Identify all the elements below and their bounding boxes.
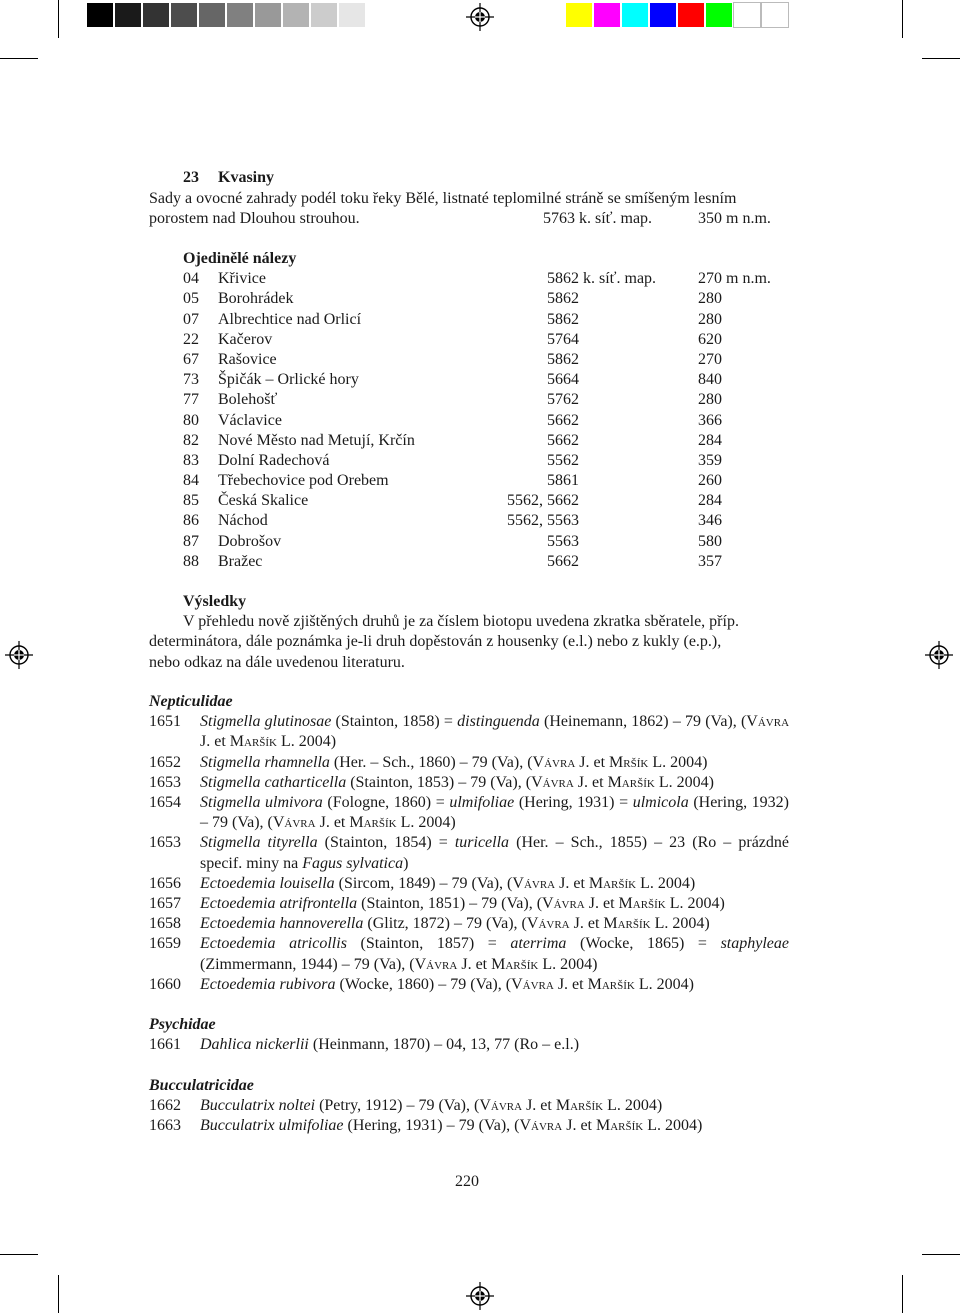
taxon-name: Ectoedemia rubivora [200,975,336,993]
findings-row [183,330,743,350]
species-entry [149,1035,789,1055]
species-entry [149,894,789,914]
locality-name: Dobrošov [218,532,282,550]
species-text: (Hering, 1931) = [514,794,633,812]
species-text: J. et M [584,895,633,913]
map-square: 5662 [547,411,579,429]
species-number: 1662 [149,1097,181,1115]
map-square: 5562 [547,451,579,469]
species-text: (Hering, 1931) – 79 (Va), (V [343,1117,532,1135]
color-swatch [706,3,732,27]
locality-name: Třebechovice pod Orebem [218,472,389,490]
color-swatch [594,3,620,27]
family-section [149,1076,789,1137]
taxon-name: distinguenda [457,713,540,731]
page-number: 220 [455,1173,479,1190]
site-number: 23 [183,169,199,186]
species-number: 1651 [149,713,181,731]
map-square: 5562, 5662 [507,492,579,510]
taxon-name: Ectoedemia atrifrontella [200,895,358,913]
species-entry [149,833,789,873]
species-entry [149,914,789,934]
taxon-name: Ectoedemia hannoverella [200,915,364,933]
findings-row [183,310,743,330]
map-square: 5862 [547,270,579,288]
map-square: 5862 [547,310,579,328]
species-entry [149,793,789,833]
locality-code: 04 [183,270,199,288]
taxon-name: staphyleae [720,935,789,953]
color-swatch [762,3,788,27]
taxon-name: Dahlica nickerlii [200,1036,309,1054]
taxon-name: Bucculatrix noltei [200,1097,316,1115]
species-text: (Stainton, 1858) = [331,713,458,731]
species-text: ršík [623,753,649,771]
altitude: 280 [698,310,722,328]
species-number: 1661 [149,1036,181,1054]
species-text: (Stainton, 1851) – 79 (Va), (V [357,895,554,913]
crop-mark [902,1275,903,1313]
results-title: Výsledky [183,593,247,610]
map-square: 5862 [547,290,579,308]
species-text: J. et M [562,1117,611,1135]
taxon-name: turicella [454,834,510,852]
species-text: aršík [570,1097,604,1115]
findings-row [183,451,743,471]
species-text: (Wocke, 1860) – 79 (Va), (V [335,975,523,993]
site-map-code: 5763 k. síť. map. [543,210,653,228]
gray-swatch [115,3,141,27]
taxon-name: ulmicola [632,794,689,812]
species-text: ávra [490,1097,523,1115]
species-number: 1663 [149,1117,181,1135]
species-number: 1653 [149,834,181,852]
site-description-line [149,209,789,229]
locality-code: 88 [183,552,199,570]
map-square: 5662 [547,552,579,570]
gray-swatch [283,3,309,27]
site-description [149,189,789,229]
locality-name: Bražec [218,552,263,570]
registration-mark-icon [5,641,33,669]
locality-code: 85 [183,492,199,510]
locality-code: 82 [183,431,199,449]
taxon-name: Stigmella rhamnella [200,753,330,771]
species-text: (Stainton, 1854) = [317,834,455,852]
gray-swatch [311,3,337,27]
species-text: (Her. – Sch., 1860) – 79 (Va), (V [329,753,545,771]
results-section [149,592,789,673]
altitude: 620 [698,330,722,348]
findings-row [183,269,771,289]
findings-table [183,249,771,572]
registration-mark-icon [466,3,494,31]
species-text: J. et M [569,915,618,933]
findings-row [183,289,743,309]
family-name: Bucculatricidae [149,1076,254,1094]
color-swatch [650,3,676,27]
locality-code: 67 [183,350,199,368]
species-text: ávra [542,773,574,791]
locality-code: 87 [183,532,199,550]
crop-mark [0,58,38,59]
map-square: 5764 [547,330,579,348]
species-text: J. et M [315,814,364,832]
findings-row [183,532,743,552]
altitude: 284 [698,492,722,510]
altitude: 346 [698,512,722,530]
map-square: 5662 [547,431,579,449]
species-text: ávra [544,753,576,771]
site-altitude: 350 m n.m. [698,210,771,228]
species-text: ) [403,854,409,872]
species-text: L. 2004) [396,814,456,832]
findings-row [183,390,743,410]
color-swatch [566,3,592,27]
gray-swatch [143,3,169,27]
findings-row [183,471,743,491]
species-number: 1660 [149,975,181,993]
gray-swatch [339,3,365,27]
gray-swatch [255,3,281,27]
taxon-name: Bucculatrix ulmifoliae [200,1117,344,1135]
species-text: (Stainton, 1857) = [346,935,511,953]
species-text: (Heinemann, 1862) – 79 (Va), (V [539,713,758,731]
species-text: L. 2004) [636,874,696,892]
locality-code: 07 [183,310,199,328]
species-text: aršík [603,874,637,892]
species-text: aršík [632,895,666,913]
species-entry [149,975,789,995]
site-description-line: Sady a ovocné zahrady podél toku řeky Bělé, listnaté teplomilné stráně se smíšeným lesním [149,190,737,207]
species-text: ávra [426,955,458,973]
color-swatch [622,3,648,27]
species-list [149,692,789,1136]
species-text: (Petry, 1912) – 79 (Va), (V [315,1097,491,1115]
species-text: L. 2004) [634,975,694,993]
gray-swatch [171,3,197,27]
species-entry [149,773,789,793]
crop-mark [922,58,960,59]
species-text: (Sircom, 1849) – 79 (Va), (V [334,874,524,892]
species-number: 1658 [149,915,181,933]
species-text: (Stainton, 1853) – 79 (Va), (V [346,773,543,791]
locality-name: Špičák – Orlické hory [218,371,359,389]
species-text: ávra [553,895,585,913]
species-text: J. et M [553,975,602,993]
species-text: J. et M [555,874,604,892]
locality-code: 80 [183,411,199,429]
taxon-name: aterrima [510,935,567,953]
species-entry [149,753,789,773]
species-text: (Fologne, 1860) = [322,794,450,812]
map-square: 5861 [547,472,579,490]
taxon-name: Stigmella tityrella [200,834,318,852]
gray-swatch [87,3,113,27]
species-text: J. et M [573,773,622,791]
altitude: 260 [698,472,722,490]
species-text: (Zimmermann, 1944) – 79 (Va), (V [200,955,427,973]
species-text: J. et M [522,1097,571,1115]
findings-row [183,491,743,511]
species-text: L. 2004) [650,915,710,933]
species-text: ávra [538,915,570,933]
species-text: ávra [531,1117,563,1135]
species-text: aršík [621,773,655,791]
species-text: L. 2004) [648,753,708,771]
crop-mark [58,1275,59,1313]
species-text: (Her. – Sch., 1855) – 23 (Ro – prázdné specif. miny na [200,834,789,872]
species-text: (Heinmann, 1870) – 04, 13, 77 (Ro – e.l.) [308,1036,580,1054]
species-number: 1652 [149,753,181,771]
locality-name: Křivice [218,270,266,288]
locality-code: 05 [183,290,199,308]
altitude: 366 [698,411,722,429]
species-text: J. et M [200,733,244,751]
species-text: (Hering, 1932) – 79 (Va), (V [200,794,789,832]
site-name: Kvasiny [218,169,275,186]
species-text: J. et M [575,753,624,771]
registration-mark-icon [466,1282,494,1310]
findings-row [183,411,743,431]
species-text: ávra [522,975,554,993]
taxon-name: Stigmella catharticella [200,773,347,791]
species-text: (Wocke, 1865) = [566,935,721,953]
species-number: 1656 [149,874,181,892]
map-square: 5664 [547,371,579,389]
species-text: ávra [757,713,790,731]
findings-title: Ojedinělé nálezy [183,250,297,267]
species-text: aršík [601,975,635,993]
gray-swatch [227,3,253,27]
results-text-line: determinátora, dále poznámka je-li druh dopěstován z housenky (e.l.) nebo z kukly (e.p.), [149,633,722,651]
family-name: Nepticulidae [149,693,233,710]
species-text: aršík [244,733,278,751]
species-text: L. 2004) [277,733,337,751]
altitude: 580 [698,532,722,550]
locality-name: Náchod [218,512,268,530]
species-text: ávra [284,814,316,832]
taxon-name: Ectoedemia atricollis [200,935,347,953]
species-number: 1659 [149,935,181,953]
crop-mark [902,0,903,38]
altitude: 284 [698,431,722,449]
species-text: L. 2004) [538,955,598,973]
species-entry [149,1096,789,1116]
locality-name: Rašovice [218,350,277,368]
altitude: 270 [698,350,722,368]
locality-name: Kačerov [218,330,273,348]
locality-code: 84 [183,472,199,490]
locality-code: 86 [183,512,199,530]
altitude: 280 [698,391,722,409]
species-text: ávra [523,874,556,892]
findings-row [183,511,743,531]
species-text: L. 2004) [665,895,725,913]
crop-mark [922,1254,960,1255]
map-square: 5563 [547,532,579,550]
findings-row [183,552,743,572]
taxon-name: Stigmella ulmivora [200,794,323,812]
locality-name: Dolní Radechová [218,451,330,469]
registration-mark-icon [925,641,953,669]
map-square-suffix: k. síť. map. [583,270,657,288]
taxon-name: Ectoedemia louisella [200,874,335,892]
results-text-line: nebo odkaz na dále uvedenou literaturu. [149,653,405,671]
species-number: 1657 [149,895,181,913]
family-section [149,1015,789,1055]
species-text: aršík [363,814,397,832]
family-section [149,692,789,995]
locality-name: Borohrádek [218,290,294,308]
locality-code: 22 [183,330,199,348]
site-heading [183,168,275,188]
map-square: 5562, 5563 [507,512,579,530]
species-number: 1653 [149,773,181,791]
locality-name: Česká Skalice [218,492,309,510]
species-text: (Glitz, 1872) – 79 (Va), (V [363,915,539,933]
species-entry [149,1116,789,1136]
species-entry [149,874,789,894]
species-text: L. 2004) [654,773,714,791]
altitude: 280 [698,290,722,308]
taxon-name: Fagus sylvatica [302,854,404,872]
species-text: J. et M [457,955,506,973]
site-description-text: porostem nad Dlouhou strouhou. [149,210,360,228]
crop-mark [58,0,59,38]
altitude: 270 m n.m. [698,270,771,288]
species-text: L. 2004) [603,1097,663,1115]
altitude: 359 [698,451,722,469]
species-number: 1654 [149,794,181,812]
crop-mark [0,1254,38,1255]
altitude: 357 [698,552,722,570]
color-swatch [678,3,704,27]
species-text: aršík [505,955,539,973]
locality-code: 77 [183,391,199,409]
findings-row [183,350,743,370]
locality-code: 83 [183,451,199,469]
results-text-line: V přehledu nově zjištěných druhů je za číslem biotopu uvedena zkratka sběratele, příp. [183,613,739,631]
color-swatch [734,3,760,27]
species-entry [149,712,789,752]
family-name: Psychidae [149,1016,216,1034]
map-square: 5862 [547,350,579,368]
gray-swatch [199,3,225,27]
findings-row [183,431,743,451]
species-text: L. 2004) [643,1117,703,1135]
species-entry [149,934,789,974]
taxon-name: Stigmella glutinosae [200,713,332,731]
map-square: 5762 [547,391,579,409]
locality-code: 73 [183,371,199,389]
taxon-name: ulmifoliae [449,794,515,812]
findings-row [183,370,743,390]
locality-name: Bolehošť [218,391,278,409]
species-text: aršík [617,915,651,933]
locality-name: Václavice [218,411,282,429]
species-text: aršík [610,1117,644,1135]
locality-name: Albrechtice nad Orlicí [218,310,362,328]
altitude: 840 [698,371,722,389]
locality-name: Nové Město nad Metují, Krčín [218,431,415,449]
